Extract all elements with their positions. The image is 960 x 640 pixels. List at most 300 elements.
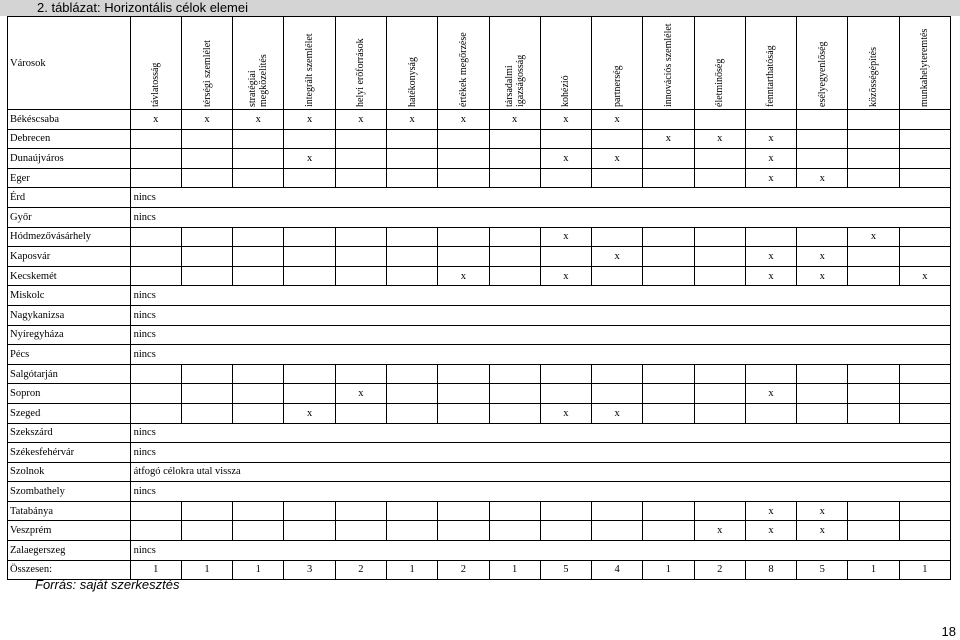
table-cell [181, 266, 232, 286]
total-cell: 1 [848, 560, 899, 580]
table-cell [489, 129, 540, 149]
row-note: nincs [130, 423, 950, 443]
table-cell [181, 403, 232, 423]
source-note: Forrás: saját szerkesztés [35, 577, 180, 592]
table-cell [592, 521, 643, 541]
table-cell [848, 364, 899, 384]
table-cell: x [745, 149, 796, 169]
table-cell [694, 149, 745, 169]
table-cell: x [797, 521, 848, 541]
table-row [8, 247, 951, 267]
table-cell [233, 227, 284, 247]
table-cell [284, 168, 335, 188]
table-cell [489, 149, 540, 169]
table-cell [899, 247, 950, 267]
table-cell [899, 501, 950, 521]
table-cell [335, 364, 386, 384]
table-row [8, 188, 951, 208]
column-header [335, 17, 386, 110]
table-cell [848, 168, 899, 188]
table-cell: x [592, 149, 643, 169]
row-note: nincs [130, 541, 950, 561]
table-cell: x [745, 266, 796, 286]
table-cell [130, 168, 181, 188]
city-name: Zalaegerszeg [8, 541, 131, 561]
table-cell [386, 149, 437, 169]
column-header-label: stratégiai megközelítés [247, 54, 270, 107]
table-cell [899, 521, 950, 541]
table-cell: x [643, 129, 694, 149]
row-note: nincs [130, 286, 950, 306]
table-cell: x [592, 247, 643, 267]
page-number: 18 [941, 624, 956, 639]
table-cell [540, 168, 591, 188]
table-cell: x [797, 247, 848, 267]
table-cell [335, 129, 386, 149]
table-cell [643, 501, 694, 521]
table-cell [284, 266, 335, 286]
table-cell [489, 266, 540, 286]
table-cell [335, 266, 386, 286]
table-cell [335, 403, 386, 423]
column-header [386, 17, 437, 110]
table-cell [694, 266, 745, 286]
row-note: nincs [130, 188, 950, 208]
table-cell [694, 403, 745, 423]
table-cell [386, 227, 437, 247]
table-cell: x [899, 266, 950, 286]
table-cell: x [745, 129, 796, 149]
table-cell [233, 403, 284, 423]
city-column-header: Városok [8, 17, 131, 110]
table-cell [438, 149, 489, 169]
table-cell [540, 129, 591, 149]
total-cell: 1 [643, 560, 694, 580]
table-cell [438, 364, 489, 384]
table-cell [386, 403, 437, 423]
table-cell [130, 501, 181, 521]
table-cell [284, 384, 335, 404]
table-cell [438, 168, 489, 188]
table-cell [438, 521, 489, 541]
table-row [8, 305, 951, 325]
city-name: Szekszárd [8, 423, 131, 443]
table-cell: x [284, 149, 335, 169]
table-cell [335, 247, 386, 267]
table-cell: x [694, 521, 745, 541]
city-name: Győr [8, 207, 131, 227]
column-header [899, 17, 950, 110]
total-cell: 4 [592, 560, 643, 580]
table-cell [233, 364, 284, 384]
table-cell [233, 168, 284, 188]
table-cell [643, 110, 694, 130]
table-cell [489, 227, 540, 247]
table-cell [848, 247, 899, 267]
table-cell [643, 384, 694, 404]
city-name: Hódmezővásárhely [8, 227, 131, 247]
table-cell [130, 247, 181, 267]
table-cell [899, 168, 950, 188]
table-cell [489, 384, 540, 404]
table-cell [438, 501, 489, 521]
table-cell [592, 501, 643, 521]
total-cell: 1 [130, 560, 181, 580]
table-row [8, 345, 951, 365]
table-cell [233, 501, 284, 521]
table-cell [643, 227, 694, 247]
column-header-label: hatékonyság [406, 57, 418, 107]
total-cell: 1 [386, 560, 437, 580]
table-cell [797, 403, 848, 423]
city-name: Békéscsaba [8, 110, 131, 130]
table-cell [181, 501, 232, 521]
table-cell [694, 110, 745, 130]
table-cell [848, 521, 899, 541]
table-cell [899, 129, 950, 149]
table-cell [540, 384, 591, 404]
table-cell: x [797, 266, 848, 286]
table-cell [592, 168, 643, 188]
table-cell [797, 149, 848, 169]
table-cell: x [386, 110, 437, 130]
total-cell: 3 [284, 560, 335, 580]
city-name: Sopron [8, 384, 131, 404]
table-cell: x [745, 168, 796, 188]
table-cell [848, 110, 899, 130]
city-name: Nyíregyháza [8, 325, 131, 345]
table-cell: x [745, 384, 796, 404]
table-cell [797, 110, 848, 130]
city-name: Miskolc [8, 286, 131, 306]
table-cell [130, 227, 181, 247]
city-name: Kecskemét [8, 266, 131, 286]
city-name: Szolnok [8, 462, 131, 482]
row-note: nincs [130, 325, 950, 345]
table-cell [643, 403, 694, 423]
table-cell [386, 384, 437, 404]
table-row [8, 207, 951, 227]
table-row [8, 482, 951, 502]
table-cell [643, 149, 694, 169]
table-cell [438, 227, 489, 247]
table-cell: x [130, 110, 181, 130]
table-cell: x [438, 266, 489, 286]
table-cell: x [592, 110, 643, 130]
table-cell [284, 501, 335, 521]
table-cell [181, 149, 232, 169]
column-header [694, 17, 745, 110]
row-note: nincs [130, 345, 950, 365]
city-name: Érd [8, 188, 131, 208]
table-cell [540, 501, 591, 521]
column-header-label: közösségépítés [867, 47, 879, 107]
table-cell [335, 168, 386, 188]
table-cell [489, 364, 540, 384]
column-header [797, 17, 848, 110]
city-name: Nagykanizsa [8, 305, 131, 325]
table-cell [694, 227, 745, 247]
table-cell [438, 129, 489, 149]
column-header-label: térségi szemlélet [201, 40, 213, 107]
table-cell: x [233, 110, 284, 130]
table-cell: x [694, 129, 745, 149]
table-cell: x [284, 403, 335, 423]
table-cell [643, 247, 694, 267]
table-row [8, 384, 951, 404]
table-cell: x [745, 247, 796, 267]
column-header [745, 17, 796, 110]
table-cell [284, 129, 335, 149]
table-cell [233, 384, 284, 404]
table-cell [797, 384, 848, 404]
table-cell [694, 168, 745, 188]
table-cell [540, 364, 591, 384]
table-cell [694, 364, 745, 384]
column-header-label: értékek megőrzése [457, 32, 469, 107]
table-row [8, 423, 951, 443]
table-cell [848, 384, 899, 404]
column-header-label: innovációs szemlélet [662, 23, 674, 107]
table-row [8, 129, 951, 149]
table-row [8, 168, 951, 188]
row-note: nincs [130, 207, 950, 227]
table-cell [745, 403, 796, 423]
city-name: Eger [8, 168, 131, 188]
table-cell [284, 521, 335, 541]
column-header [643, 17, 694, 110]
total-cell: 2 [335, 560, 386, 580]
city-name: Pécs [8, 345, 131, 365]
total-cell: 1 [489, 560, 540, 580]
row-note: nincs [130, 305, 950, 325]
table-cell [489, 403, 540, 423]
table-cell [489, 168, 540, 188]
table-cell [181, 364, 232, 384]
table-cell [489, 501, 540, 521]
table-cell [848, 403, 899, 423]
table-cell [694, 501, 745, 521]
table-cell [643, 521, 694, 541]
table-cell [130, 129, 181, 149]
table-cell [386, 501, 437, 521]
table-cell [130, 403, 181, 423]
table-cell: x [540, 149, 591, 169]
table-cell [233, 149, 284, 169]
total-cell: 5 [797, 560, 848, 580]
table-cell: x [181, 110, 232, 130]
table-cell: x [540, 110, 591, 130]
column-header-label: távlatosság [150, 62, 162, 107]
table-cell [438, 403, 489, 423]
table-cell: x [797, 168, 848, 188]
column-header-label: életminőség [714, 58, 726, 107]
table-cell [386, 247, 437, 267]
column-header [130, 17, 181, 110]
table-cell [233, 247, 284, 267]
table-row [8, 364, 951, 384]
city-name: Salgótarján [8, 364, 131, 384]
column-header-label: esélyegyenlőség [816, 41, 828, 107]
table-cell [899, 227, 950, 247]
column-header [284, 17, 335, 110]
horizontal-goals-table [7, 16, 951, 580]
table-cell [848, 129, 899, 149]
total-cell: 1 [233, 560, 284, 580]
table-cell [284, 247, 335, 267]
table-cell [848, 266, 899, 286]
table-cell [643, 266, 694, 286]
city-name: Kaposvár [8, 247, 131, 267]
table-cell [233, 129, 284, 149]
row-note: nincs [130, 482, 950, 502]
table-cell: x [745, 501, 796, 521]
table-cell: x [540, 403, 591, 423]
table-cell [386, 168, 437, 188]
header-row [8, 17, 951, 110]
table-cell [592, 227, 643, 247]
table-cell [797, 364, 848, 384]
city-name: Szombathely [8, 482, 131, 502]
table-cell [181, 384, 232, 404]
totals-label: Összesen: [8, 560, 131, 580]
table-cell [284, 227, 335, 247]
table-row [8, 149, 951, 169]
table-cell [489, 247, 540, 267]
table-row [8, 501, 951, 521]
table-cell [181, 227, 232, 247]
table-cell [130, 149, 181, 169]
table-cell [540, 247, 591, 267]
city-name: Debrecen [8, 129, 131, 149]
table-cell [592, 384, 643, 404]
table-row [8, 462, 951, 482]
city-name: Dunaújváros [8, 149, 131, 169]
table-row [8, 541, 951, 561]
table-cell [233, 521, 284, 541]
table-cell [745, 110, 796, 130]
column-header-label: partnerség [611, 65, 623, 107]
table-cell [386, 364, 437, 384]
table-cell [130, 364, 181, 384]
column-header-label: társadalmi igazságosság [503, 54, 526, 107]
column-header-label: kohézió [560, 75, 572, 107]
table-row [8, 325, 951, 345]
table-cell [848, 501, 899, 521]
table-cell [386, 521, 437, 541]
city-name: Székesfehérvár [8, 443, 131, 463]
table-cell: x [438, 110, 489, 130]
total-cell: 1 [181, 560, 232, 580]
table-cell [335, 149, 386, 169]
table-row [8, 521, 951, 541]
table-cell [694, 247, 745, 267]
table-cell [335, 521, 386, 541]
column-header-label: fenntarthatóság [765, 45, 777, 107]
city-name: Szeged [8, 403, 131, 423]
table-cell [848, 149, 899, 169]
table-cell [694, 384, 745, 404]
table-caption: 2. táblázat: Horizontális célok elemei [0, 0, 960, 16]
table-cell: x [335, 110, 386, 130]
table-cell: x [592, 403, 643, 423]
table-row [8, 286, 951, 306]
table-cell: x [848, 227, 899, 247]
table-cell: x [540, 227, 591, 247]
table-row [8, 443, 951, 463]
table-cell [592, 266, 643, 286]
table-cell [181, 129, 232, 149]
column-header [848, 17, 899, 110]
table-row [8, 403, 951, 423]
table-cell [797, 227, 848, 247]
table-cell: x [489, 110, 540, 130]
city-name: Veszprém [8, 521, 131, 541]
total-cell: 2 [438, 560, 489, 580]
table-cell: x [335, 384, 386, 404]
table-row [8, 266, 951, 286]
table-cell: x [284, 110, 335, 130]
table-cell: x [540, 266, 591, 286]
column-header [489, 17, 540, 110]
table-cell [130, 266, 181, 286]
table-cell [284, 364, 335, 384]
table-cell [797, 129, 848, 149]
column-header [233, 17, 284, 110]
table-cell [489, 521, 540, 541]
table-row [8, 110, 951, 130]
table-cell [335, 501, 386, 521]
column-header [592, 17, 643, 110]
table-cell [745, 364, 796, 384]
table-cell [335, 227, 386, 247]
table-cell [181, 521, 232, 541]
table-cell [181, 247, 232, 267]
column-header-label: munkahelyteremtés [919, 28, 931, 107]
total-cell: 2 [694, 560, 745, 580]
table-cell [643, 364, 694, 384]
table-cell [592, 129, 643, 149]
table-row [8, 227, 951, 247]
table-cell [899, 364, 950, 384]
column-header [540, 17, 591, 110]
table-cell [130, 521, 181, 541]
city-name: Tatabánya [8, 501, 131, 521]
table-cell [899, 149, 950, 169]
table-cell [540, 521, 591, 541]
column-header [438, 17, 489, 110]
column-header-label: integrált szemlélet [304, 33, 316, 107]
column-header [181, 17, 232, 110]
total-cell: 5 [540, 560, 591, 580]
total-cell: 8 [745, 560, 796, 580]
total-cell: 1 [899, 560, 950, 580]
table-cell [592, 364, 643, 384]
table-cell [386, 129, 437, 149]
table-cell [745, 227, 796, 247]
table-cell [130, 384, 181, 404]
row-note: átfogó célokra utal vissza [130, 462, 950, 482]
table-cell [386, 266, 437, 286]
table-cell [438, 247, 489, 267]
table-cell [899, 110, 950, 130]
table-cell: x [745, 521, 796, 541]
table-cell [899, 403, 950, 423]
table-cell: x [797, 501, 848, 521]
table-cell [899, 384, 950, 404]
table-cell [643, 168, 694, 188]
column-header-label: helyi erőforrások [355, 38, 367, 107]
